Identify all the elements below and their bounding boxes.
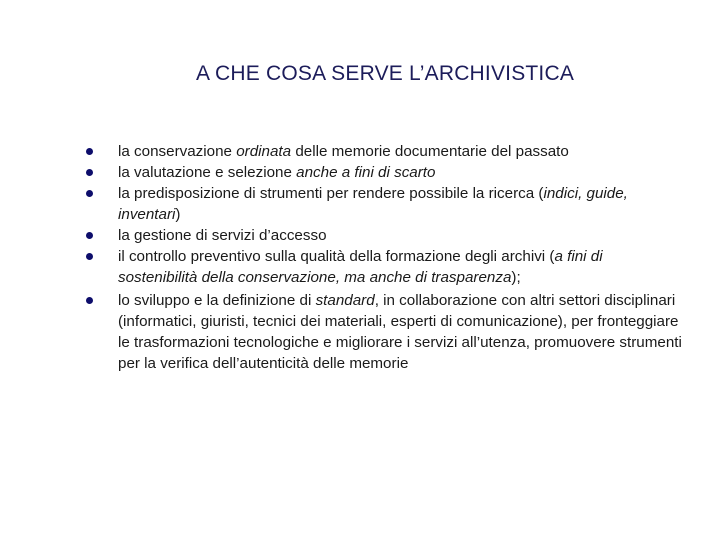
bullet-dot — [86, 232, 93, 239]
bullet-dot — [86, 148, 93, 155]
bullet-text: lo sviluppo e la definizione di — [118, 292, 316, 309]
bullet-text: il controllo preventivo sulla qualità della formazione degli archivi ( — [118, 248, 555, 265]
bullet-text-italic: standard — [315, 292, 375, 309]
bullet-dot — [86, 190, 93, 197]
bullet-text: la predisposizione di strumenti per rendere possibile la ricerca ( — [118, 185, 544, 202]
bullet-text: ); — [511, 269, 521, 286]
bullet-item — [84, 225, 684, 246]
bullet-text-italic: anche a fini di scarto — [296, 164, 436, 181]
bullet-item — [84, 183, 684, 225]
bullet-dot — [86, 253, 93, 260]
bullet-text: la valutazione e selezione — [118, 164, 297, 181]
bullet-item — [84, 162, 684, 183]
bullet-text-italic: ordinata — [236, 143, 292, 160]
bullet-item — [84, 141, 684, 162]
bullet-item — [84, 290, 684, 374]
bullet-text: delle memorie documentarie del passato — [291, 143, 569, 160]
bullet-list — [84, 141, 684, 374]
bullet-text-italic: a fini di sostenibilità della conservazione, ma anche di trasparenza — [118, 248, 603, 286]
bullet-text: la gestione di servizi d’accesso — [118, 227, 327, 244]
bullet-item — [84, 246, 684, 288]
slide-title: A CHE COSA SERVE L’ARCHIVISTICA — [195, 62, 575, 85]
bullet-text: ) — [175, 206, 181, 223]
bullet-dot — [86, 297, 93, 304]
bullet-text-italic: indici, guide, inventari — [118, 185, 628, 223]
bullet-text: , in collaborazione con altri settori disciplinari (informatici, giuristi, tecnici dei materiali, esperti di comunicazione), per fronteggiare le trasformazioni tecnologiche e migliorare i servizi all’utenza, promuovere strumenti per la verifica dell’autenticità delle memorie — [118, 292, 682, 372]
bullet-text: la conservazione — [118, 143, 237, 160]
bullet-dot — [86, 169, 93, 176]
